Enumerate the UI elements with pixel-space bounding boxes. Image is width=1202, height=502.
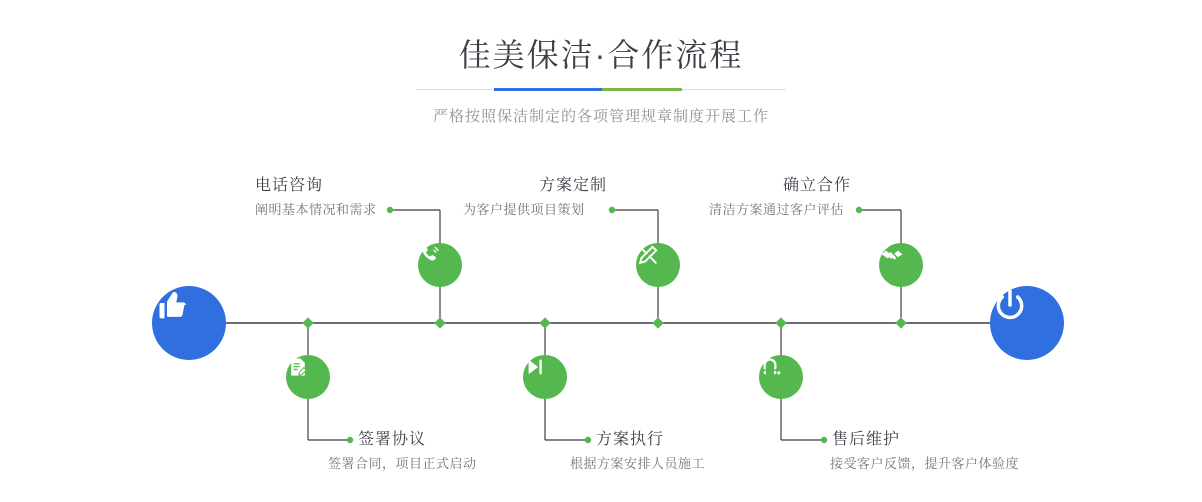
step-node-3[interactable] <box>636 243 680 287</box>
step-label-5 <box>709 176 851 220</box>
step-label-2 <box>328 430 477 474</box>
step-label-4 <box>570 430 706 474</box>
step-title-4: 方案执行 <box>596 431 665 448</box>
step-title-1: 电话咨询 <box>255 177 324 194</box>
flow-end-endpoint <box>990 286 1064 360</box>
step-title-2: 签署协议 <box>358 431 427 448</box>
process-flow-diagram <box>0 150 1202 502</box>
step-node-6[interactable] <box>759 355 803 399</box>
step-title-5: 确立合作 <box>783 177 852 194</box>
step-node-1[interactable] <box>418 243 462 287</box>
step-desc-1: 阐明基本情况和需求 <box>255 202 377 217</box>
step-label-6 <box>832 430 1019 474</box>
step-title-6: 售后维护 <box>832 431 901 448</box>
step-label-3 <box>463 176 607 220</box>
page-subtitle: 严格按照保洁制定的各项管理规章制度开展工作 <box>432 108 769 125</box>
step-node-5[interactable] <box>879 243 923 287</box>
divider-accent-green <box>602 88 682 91</box>
step-label-1 <box>255 176 377 220</box>
divider-accent-blue <box>494 88 602 91</box>
page-title: 佳美保洁·合作流程 <box>458 37 744 73</box>
step-desc-4: 根据方案安排人员施工 <box>570 456 706 471</box>
step-title-3: 方案定制 <box>539 177 608 194</box>
step-desc-2: 签署合同，项目正式启动 <box>328 456 477 471</box>
step-node-2[interactable] <box>286 355 330 399</box>
flow-start-endpoint <box>152 286 226 360</box>
step-desc-5: 清洁方案通过客户评估 <box>709 202 845 217</box>
step-desc-6: 接受客户反馈，提升客户体验度 <box>830 456 1020 471</box>
step-desc-3: 为客户提供项目策划 <box>463 202 585 217</box>
title-divider <box>416 88 786 91</box>
page-header <box>0 0 1202 126</box>
step-node-4[interactable] <box>523 355 567 399</box>
